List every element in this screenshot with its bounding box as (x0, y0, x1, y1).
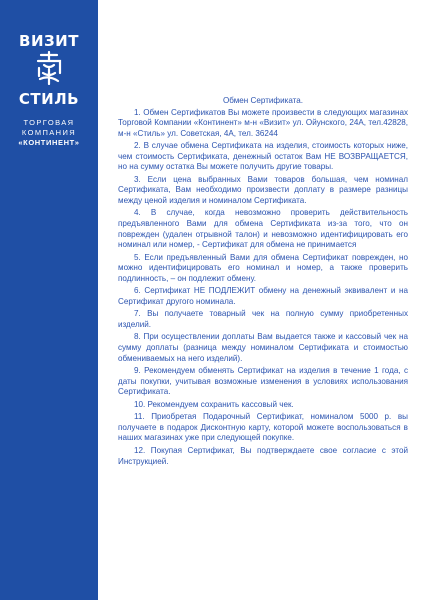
paragraph-9: 9. Рекомендуем обменять Сертификат на изделия в течение 1 года, с даты покупки, учитывая возможные изменения в условиях использования Сертификата. (118, 366, 408, 397)
paragraph-10: 10. Рекомендуем сохранить кассовый чек. (134, 399, 294, 409)
paragraph-12: 12. Покупая Сертификат, Вы подтверждаете свое согласие с этой Инструкцией. (118, 445, 408, 466)
company-name (0, 118, 98, 148)
paragraph-6: 6. Сертификат НЕ ПОДЛЕЖИТ обмену на денежный эквивалент и на Сертификат другого номинала. (118, 286, 408, 306)
brand-name-bottom: СТИЛЬ (18, 90, 80, 108)
paragraph-7: 7. Вы получаете товарный чек на полную сумму приобретенных изделий. (118, 309, 408, 329)
hieroglyph-emblem-icon (35, 51, 63, 85)
instructions-text (118, 96, 408, 469)
paragraph-8: 8. При осуществлении доплаты Вам выдается также и кассовый чек на сумму доплаты (разница между номиналом Сертификата и стоимостью обмениваемых на него изделий). (118, 332, 408, 363)
paragraph-2: 2. В случае обмена Сертификата на изделия, стоимость которых ниже, чем стоимость Сертификата, денежный остаток Вам НЕ ВОЗВРАЩАЕТСЯ, но на сумму остатка Вы можете получить другие товары. (118, 141, 408, 172)
company-line-2: КОМПАНИЯ (21, 128, 77, 137)
paragraph-1: 1. Обмен Сертификатов Вы можете произвести в следующих магазинах Торговой Компании «Континент» м-н «Визит» ул. Ойунского, 24А, тел.42828, м-н «Стиль» ул. Советская, 4А, тел. 36244 (118, 107, 408, 138)
paragraph-5: 5. Если предъявленный Вами для обмена Сертификат поврежден, но можно идентифицировать его номинал и номер, а также проверить подлинность, – он подлежит обмену. (118, 252, 408, 283)
company-line-1: ТОРГОВАЯ (23, 118, 75, 127)
company-line-3: «КОНТИНЕНТ» (18, 138, 80, 147)
brand-sidebar (0, 0, 98, 600)
document-title: Обмен Сертификата. (222, 96, 304, 105)
brand-name-top: ВИЗИТ (19, 32, 79, 50)
paragraph-3: 3. Если цена выбранных Вами товаров большая, чем номинал Сертификата, Вам необходимо произвести доплату в размере разницы между ценой изделия и номиналом Сертификата. (118, 174, 408, 205)
paragraph-11: 11. Приобретая Подарочный Сертификат, номиналом 5000 р. вы получаете в подарок Дисконтную карту, которой можете воспользоваться в наших магазинах уже при следующей покупке. (118, 412, 408, 443)
paragraph-4: 4. В случае, когда невозможно проверить действительность предъявленного Вами для обмена Сертификата из-за того, что он поврежден (удален отрывной талон) и невозможно идентифицировать его номинал или номер, - Сертификат для обмена не принимается (118, 208, 408, 250)
